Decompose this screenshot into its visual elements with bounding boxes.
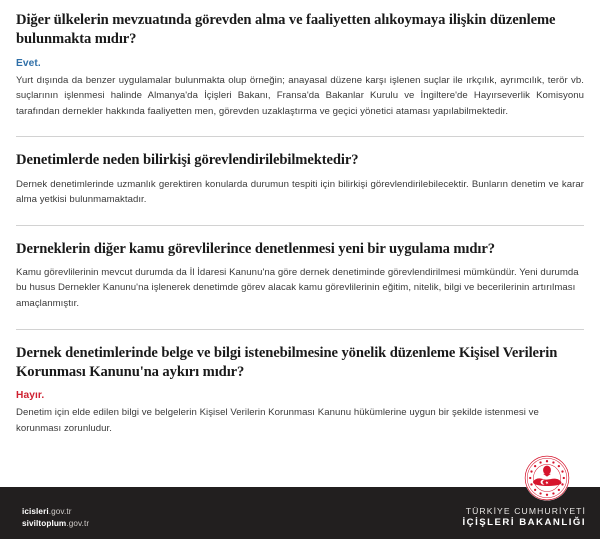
spacer	[16, 208, 584, 225]
ministry-republic-label: TÜRKİYE CUMHURİYETİ	[465, 506, 586, 516]
faq-section	[16, 344, 584, 437]
faq-answer-body: Dernek denetimlerinde uzmanlık gerektiren konularda durumun tespiti için bilirkişi görevlendirilebilecektir. Bunların denetim ve karar alma yetkisi bulunmamaktadır.	[16, 178, 584, 206]
faq-section	[16, 240, 584, 312]
spacer	[16, 330, 584, 344]
faq-answer-label: Hayır.	[16, 390, 45, 401]
footer-link-icisleri[interactable]	[22, 506, 89, 518]
footer-link-siviltoplum-bold: siviltoplum	[22, 518, 67, 528]
ministry-branding	[463, 506, 586, 529]
faq-answer-body: Kamu görevlilerinin mevcut durumda da İl İdaresi Kanunu'na göre dernek denetiminde görevlendirilmesi mümkündür. Yeni durumda bu husus Dernekler Kanunu'na işlenerek denetimde görev alacak kamu görevlilerinin eğitim, nitelik, bilgi ve becerilerinin artırılması amaçlanmıştır.	[16, 266, 579, 309]
footer-link-icisleri-bold: icisleri	[22, 507, 49, 516]
footer-link-icisleri-rest: .gov.tr	[48, 507, 72, 516]
faq-section	[16, 151, 584, 207]
faq-question: Dernek denetimlerinde belge ve bilgi istenebilmesine yönelik düzenleme Kişisel Verilerin Korunması Kanunu'na aykırı mıdır?	[16, 344, 558, 380]
spacer	[16, 119, 584, 136]
faq-content	[16, 0, 584, 436]
spacer	[16, 226, 584, 240]
footer-links	[22, 506, 89, 530]
spacer	[16, 137, 584, 151]
faq-question: Derneklerin diğer kamu görevlilerince denetlenmesi yeni bir uygulama mıdır?	[16, 240, 495, 257]
faq-answer-body: Denetim için elde edilen bilgi ve belgelerin Kişisel Verilerin Korunması Kanunu hükümlerine uygun bir şekilde istenmesi ve korunması zorunludur.	[16, 407, 539, 434]
footer-link-siviltoplum[interactable]	[22, 518, 89, 530]
ministry-name-label: İÇİŞLERİ BAKANLIĞI	[462, 516, 586, 528]
faq-question: Diğer ülkelerin mevzuatında görevden alma ve faaliyetten alıkoymaya ilişkin düzenleme bulunmakta mıdır?	[16, 12, 556, 48]
footer-link-siviltoplum-rest: .gov.tr	[66, 518, 90, 528]
faq-answer-body: Yurt dışında da benzer uygulamalar bulunmakta olup örneğin; anayasal düzene karşı işlenen suçlar ile ırkçılık, ayrımcılık, terör vb. suçlarının işlenmesi halinde Almanya'da İçişleri Bakanı, Fransa'da Bakanlar Kurulu ve İngiltere'de Hayırseverlik Komisyonu tarafından dernekler hakkında faaliyetten men, görevden uzaklaştırma ve geçici yönetici ataması yapılabilmektedir.	[16, 74, 584, 117]
faq-section	[16, 0, 584, 119]
spacer	[16, 312, 584, 329]
faq-answer-label: Evet.	[16, 57, 41, 69]
faq-question: Denetimlerde neden bilirkişi görevlendirilebilmektedir?	[16, 152, 359, 169]
turkish-ministry-of-interior-emblem-icon	[524, 455, 570, 501]
